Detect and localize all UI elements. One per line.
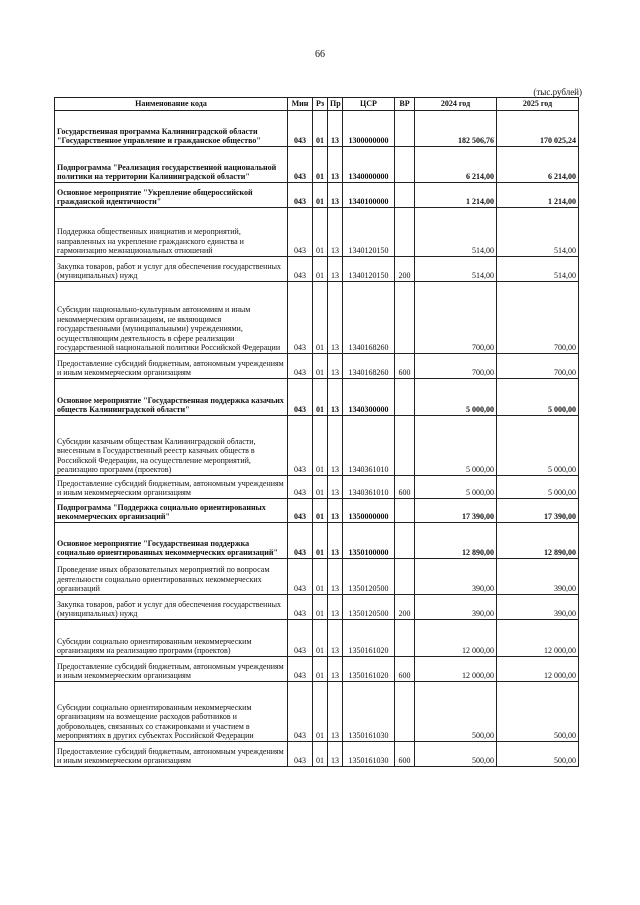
column-header-pr: Пр [328, 98, 343, 111]
table-row [55, 499, 579, 523]
cell-2025: 12 000,00 [497, 657, 579, 682]
cell-2025: 514,00 [497, 257, 579, 282]
cell-2025: 700,00 [497, 282, 579, 354]
cell-2024: 182 506,76 [415, 111, 497, 147]
column-header-2025: 2025 год [497, 98, 579, 111]
cell-csr: 1350161020 [343, 657, 395, 682]
cell-min: 043 [288, 208, 313, 257]
cell-csr: 1340120150 [343, 208, 395, 257]
cell-rz: 01 [313, 183, 328, 208]
cell-csr: 1350161030 [343, 682, 395, 742]
cell-2025: 170 025,24 [497, 111, 579, 147]
cell-name: Основное мероприятие "Государственная поддержка казачьих обществ Калининградской области" [55, 379, 288, 416]
cell-2024: 390,00 [415, 559, 497, 595]
cell-min: 043 [288, 379, 313, 416]
cell-min: 043 [288, 476, 313, 499]
cell-vr [395, 559, 415, 595]
table-row [55, 379, 579, 416]
cell-name: Поддержка общественных инициатив и мероприятий, направленных на укрепление гражданского единства и гармонизацию межнациональных отношений [55, 208, 288, 257]
cell-rz: 01 [313, 595, 328, 620]
column-header-csr: ЦСР [343, 98, 395, 111]
cell-vr: 600 [395, 476, 415, 499]
cell-rz: 01 [313, 742, 328, 767]
cell-2024: 700,00 [415, 282, 497, 354]
cell-pr: 13 [328, 523, 343, 559]
cell-name: Субсидии национально-культурным автономиям и иным некоммерческим организациям, не являющимся государственными (муниципальными) учреждениями, осуществляющим деятельность в сфере реализации государственной национальной политики Российской Федерации [55, 282, 288, 354]
cell-2024: 6 214,00 [415, 147, 497, 183]
cell-csr: 1340120150 [343, 257, 395, 282]
cell-vr: 600 [395, 657, 415, 682]
cell-vr: 200 [395, 257, 415, 282]
cell-vr [395, 111, 415, 147]
cell-name: Субсидии социально ориентированным некоммерческим организациям на возмещение расходов работников и добровольцев, связанных со стажировками и участием в мероприятиях в других субъектах Российской Федерации [55, 682, 288, 742]
cell-pr: 13 [328, 595, 343, 620]
column-header-name: Наименование кода [55, 98, 288, 111]
cell-csr: 1340361010 [343, 416, 395, 476]
cell-name: Основное мероприятие "Укрепление общероссийской гражданской идентичности" [55, 183, 288, 208]
cell-2024: 1 214,00 [415, 183, 497, 208]
column-header-vr: ВР [395, 98, 415, 111]
cell-2025: 5 000,00 [497, 416, 579, 476]
cell-2024: 12 890,00 [415, 523, 497, 559]
cell-min: 043 [288, 183, 313, 208]
cell-min: 043 [288, 499, 313, 523]
cell-vr [395, 208, 415, 257]
cell-pr: 13 [328, 742, 343, 767]
cell-vr [395, 682, 415, 742]
cell-csr: 1350120500 [343, 559, 395, 595]
cell-2025: 390,00 [497, 595, 579, 620]
cell-rz: 01 [313, 208, 328, 257]
cell-vr [395, 620, 415, 657]
table-row [55, 282, 579, 354]
cell-vr: 600 [395, 354, 415, 379]
cell-rz: 01 [313, 657, 328, 682]
table-row [55, 147, 579, 183]
cell-2024: 12 000,00 [415, 657, 497, 682]
cell-2025: 12 000,00 [497, 620, 579, 657]
cell-2025: 500,00 [497, 682, 579, 742]
table-row [55, 559, 579, 595]
cell-vr: 200 [395, 595, 415, 620]
cell-min: 043 [288, 559, 313, 595]
cell-rz: 01 [313, 416, 328, 476]
cell-2025: 500,00 [497, 742, 579, 767]
cell-min: 043 [288, 354, 313, 379]
cell-csr: 1350161030 [343, 742, 395, 767]
table-row [55, 595, 579, 620]
column-header-rz: Рз [313, 98, 328, 111]
cell-name: Подпрограмма "Поддержка социально ориентированных некоммерческих организаций" [55, 499, 288, 523]
cell-2024: 700,00 [415, 354, 497, 379]
column-header-min: Мин [288, 98, 313, 111]
cell-name: Предоставление субсидий бюджетным, автономным учреждениям и иным некоммерческим организациям [55, 476, 288, 499]
cell-name: Закупка товаров, работ и услуг для обеспечения государственных (муниципальных) нужд [55, 595, 288, 620]
table-row [55, 257, 579, 282]
table-row [55, 657, 579, 682]
cell-2024: 5 000,00 [415, 476, 497, 499]
cell-vr [395, 523, 415, 559]
cell-csr: 1340100000 [343, 183, 395, 208]
cell-2025: 5 000,00 [497, 476, 579, 499]
cell-2024: 12 000,00 [415, 620, 497, 657]
cell-csr: 1350161020 [343, 620, 395, 657]
page-number: 66 [315, 49, 325, 60]
cell-rz: 01 [313, 682, 328, 742]
cell-csr: 1340300000 [343, 379, 395, 416]
cell-name: Подпрограмма "Реализация государственной национальной политики на территории Калининградской области" [55, 147, 288, 183]
cell-pr: 13 [328, 183, 343, 208]
cell-pr: 13 [328, 476, 343, 499]
table-row [55, 682, 579, 742]
table-row [55, 416, 579, 476]
cell-min: 043 [288, 257, 313, 282]
units-label: (тыс.рублей) [533, 87, 582, 97]
cell-csr: 1350120500 [343, 595, 395, 620]
cell-csr: 1350000000 [343, 499, 395, 523]
table-row [55, 523, 579, 559]
cell-2025: 6 214,00 [497, 147, 579, 183]
cell-vr [395, 147, 415, 183]
cell-csr: 1340000000 [343, 147, 395, 183]
cell-min: 043 [288, 682, 313, 742]
cell-pr: 13 [328, 208, 343, 257]
cell-min: 043 [288, 523, 313, 559]
cell-min: 043 [288, 111, 313, 147]
cell-csr: 1350100000 [343, 523, 395, 559]
cell-2024: 500,00 [415, 742, 497, 767]
cell-name: Предоставление субсидий бюджетным, автономным учреждениям и иным некоммерческим организациям [55, 742, 288, 767]
cell-min: 043 [288, 147, 313, 183]
cell-min: 043 [288, 416, 313, 476]
table-body [55, 111, 579, 767]
cell-name: Закупка товаров, работ и услуг для обеспечения государственных (муниципальных) нужд [55, 257, 288, 282]
cell-2024: 514,00 [415, 257, 497, 282]
cell-rz: 01 [313, 523, 328, 559]
cell-pr: 13 [328, 682, 343, 742]
cell-pr: 13 [328, 416, 343, 476]
cell-2025: 12 890,00 [497, 523, 579, 559]
cell-name: Проведение иных образовательных мероприятий по вопросам деятельности социально ориентированных некоммерческих организаций [55, 559, 288, 595]
cell-csr: 1340361010 [343, 476, 395, 499]
cell-pr: 13 [328, 354, 343, 379]
cell-min: 043 [288, 742, 313, 767]
cell-pr: 13 [328, 657, 343, 682]
cell-rz: 01 [313, 282, 328, 354]
cell-pr: 13 [328, 147, 343, 183]
cell-name: Основное мероприятие "Государственная поддержка социально ориентированных некоммерческих организаций" [55, 523, 288, 559]
cell-name: Предоставление субсидий бюджетным, автономным учреждениям и иным некоммерческим организациям [55, 657, 288, 682]
cell-rz: 01 [313, 499, 328, 523]
cell-min: 043 [288, 620, 313, 657]
cell-name: Субсидии казачьим обществам Калининградской области, внесенным в Государственный реестр казачьих обществ в Российской Федерации, на осуществление мероприятий, реализацию программ (проектов) [55, 416, 288, 476]
cell-rz: 01 [313, 559, 328, 595]
cell-2024: 5 000,00 [415, 379, 497, 416]
cell-rz: 01 [313, 476, 328, 499]
cell-2025: 17 390,00 [497, 499, 579, 523]
cell-vr [395, 416, 415, 476]
cell-csr: 1340168260 [343, 354, 395, 379]
cell-name: Субсидии социально ориентированным некоммерческим организациям на реализацию программ (проектов) [55, 620, 288, 657]
cell-csr: 1340168260 [343, 282, 395, 354]
cell-name: Предоставление субсидий бюджетным, автономным учреждениям и иным некоммерческим организациям [55, 354, 288, 379]
cell-2025: 514,00 [497, 208, 579, 257]
cell-csr: 1300000000 [343, 111, 395, 147]
table-row [55, 208, 579, 257]
cell-pr: 13 [328, 499, 343, 523]
cell-2024: 514,00 [415, 208, 497, 257]
cell-2024: 390,00 [415, 595, 497, 620]
table-header-row [55, 98, 579, 111]
cell-2024: 17 390,00 [415, 499, 497, 523]
column-header-2024: 2024 год [415, 98, 497, 111]
cell-pr: 13 [328, 282, 343, 354]
cell-pr: 13 [328, 559, 343, 595]
cell-pr: 13 [328, 379, 343, 416]
cell-2025: 390,00 [497, 559, 579, 595]
cell-rz: 01 [313, 379, 328, 416]
cell-min: 043 [288, 282, 313, 354]
cell-vr: 600 [395, 742, 415, 767]
cell-pr: 13 [328, 620, 343, 657]
cell-2025: 1 214,00 [497, 183, 579, 208]
cell-rz: 01 [313, 620, 328, 657]
cell-2024: 500,00 [415, 682, 497, 742]
table-row [55, 183, 579, 208]
cell-rz: 01 [313, 111, 328, 147]
cell-rz: 01 [313, 257, 328, 282]
cell-vr [395, 379, 415, 416]
cell-min: 043 [288, 657, 313, 682]
cell-2025: 700,00 [497, 354, 579, 379]
table-row [55, 111, 579, 147]
cell-pr: 13 [328, 111, 343, 147]
cell-vr [395, 282, 415, 354]
cell-vr [395, 183, 415, 208]
cell-2025: 5 000,00 [497, 379, 579, 416]
cell-name: Государственная программа Калининградской области "Государственное управление и гражданское общество" [55, 111, 288, 147]
cell-vr [395, 499, 415, 523]
table-row [55, 354, 579, 379]
cell-pr: 13 [328, 257, 343, 282]
table-row [55, 742, 579, 767]
table-row [55, 620, 579, 657]
cell-min: 043 [288, 595, 313, 620]
table-row [55, 476, 579, 499]
budget-table [54, 97, 579, 767]
cell-rz: 01 [313, 354, 328, 379]
cell-2024: 5 000,00 [415, 416, 497, 476]
cell-rz: 01 [313, 147, 328, 183]
